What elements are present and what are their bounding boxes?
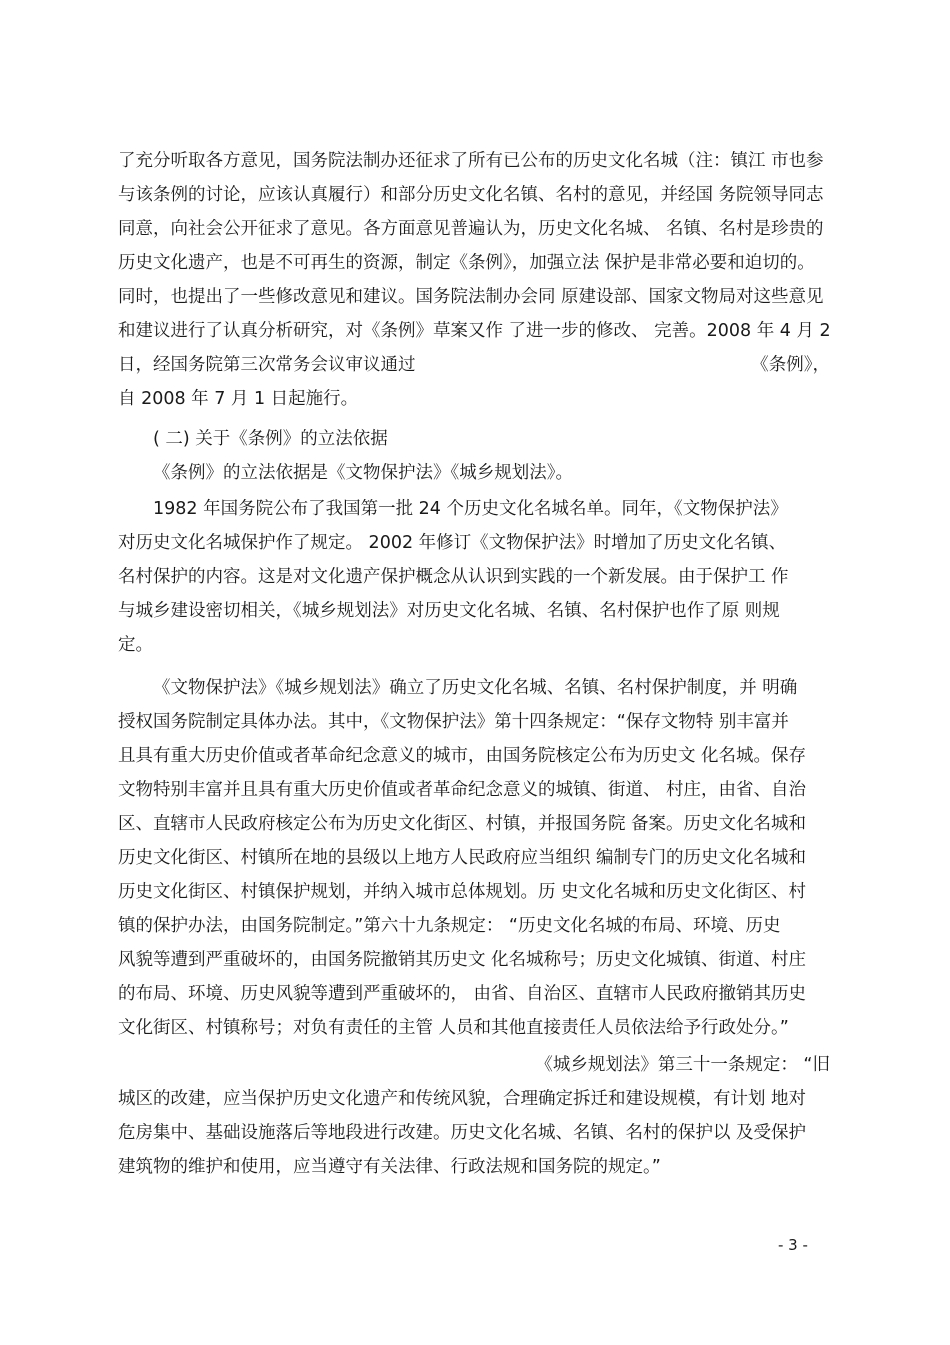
text-line: 了充分听取各方意见，国务院法制办还征求了所有已公布的历史文化名城（注：镇江 市也参 (118, 151, 824, 171)
page-number: - 3 - (778, 1236, 808, 1254)
text-line: 1982 年国务院公布了我国第一批 24 个历史文化名城名单。同年，《文物保护法》 (153, 499, 788, 519)
text-line: 和建议进行了认真分析研究，对《条例》草案又作 了进一步的修改、 完善。2008 年 4 月 2 (118, 321, 831, 341)
text-line: 建筑物的维护和使用，应当遵守有关法律、行政法规和国务院的规定。” (118, 1157, 661, 1177)
text-line: 的布局、环境、历史风貌等遭到严重破坏的， 由省、自治区、直辖市人民政府撤销其历史 (118, 984, 807, 1004)
text-line-right: 《条例》， (751, 355, 830, 375)
text-line: 危房集中、基础设施落后等地段进行改建。历史文化名城、名镇、名村的保护以 及受保护 (118, 1123, 807, 1143)
text-line: 文物特别丰富并且具有重大历史价值或者革命纪念意义的城镇、街道、 村庄，由省、自治 (118, 780, 807, 800)
text-line: 自 2008 年 7 月 1 日起施行。 (118, 389, 359, 409)
text-line: 风貌等遭到严重破坏的，由国务院撤销其历史文 化名城称号；历史文化城镇、街道、村庄 (118, 950, 807, 970)
text-line: 镇的保护办法，由国务院制定。”第六十九条规定： “历史文化名城的布局、环境、历史 (118, 916, 781, 936)
text-line: 《文物保护法》《城乡规划法》确立了历史文化名城、名镇、名村保护制度，并 明确 (153, 678, 798, 698)
text-line: 与该条例的讨论，应该认真履行）和部分历史文化名镇、名村的意见，并经国 务院领导同志 (118, 185, 824, 205)
text-line: 区、直辖市人民政府核定公布为历史文化街区、村镇，并报国务院 备案。历史文化名城和 (118, 814, 807, 834)
text-line: 同时，也提出了一些修改意见和建议。国务院法制办会同 原建设部、国家文物局对这些意见 (118, 287, 824, 307)
text-line: 城区的改建，应当保护历史文化遗产和传统风貌，合理确定拆迁和建设规模，有计划 地对 (118, 1089, 807, 1109)
text-line: 与城乡建设密切相关，《城乡规划法》对历史文化名城、名镇、名村保护也作了原 则规 (118, 601, 780, 621)
text-line: 对历史文化名城保护作了规定。 2002 年修订《文物保护法》时增加了历史文化名镇、 (118, 533, 787, 553)
text-line: 《城乡规划法》第三十一条规定： “旧 (535, 1055, 830, 1075)
text-line: 名村保护的内容。这是对文化遗产保护概念从认识到实践的一个新发展。由于保护工 作 (118, 567, 789, 587)
text-line: 历史文化街区、村镇所在地的县级以上地方人民政府应当组织 编制专门的历史文化名城和 (118, 848, 807, 868)
text-line-left: 日，经国务院第三次常务会议审议通过 (118, 355, 416, 375)
text-line: 定。 (118, 635, 153, 655)
text-line-justified (118, 353, 830, 377)
text-line: 历史文化遗产，也是不可再生的资源，制定《条例》，加强立法 保护是非常必要和迫切的。 (118, 253, 815, 273)
text-line: 授权国务院制定具体办法。其中，《文物保护法》第十四条规定：“保存文物特 别丰富并 (118, 712, 789, 732)
text-line: 文化街区、村镇称号；对负有责任的主管 人员和其他直接责任人员依法给予行政处分。” (118, 1018, 789, 1038)
text-line: 《条例》的立法依据是《文物保护法》《城乡规划法》。 (153, 463, 573, 483)
section-heading: ( 二) 关于《条例》的立法依据 (153, 429, 388, 449)
text-line: 且具有重大历史价值或者革命纪念意义的城市，由国务院核定公布为历史文 化名城。保存 (118, 746, 807, 766)
text-line: 同意，向社会公开征求了意见。各方面意见普遍认为，历史文化名城、 名镇、名村是珍贵的 (118, 219, 824, 239)
text-line: 历史文化街区、村镇保护规划，并纳入城市总体规划。历 史文化名城和历史文化街区、村 (118, 882, 807, 902)
